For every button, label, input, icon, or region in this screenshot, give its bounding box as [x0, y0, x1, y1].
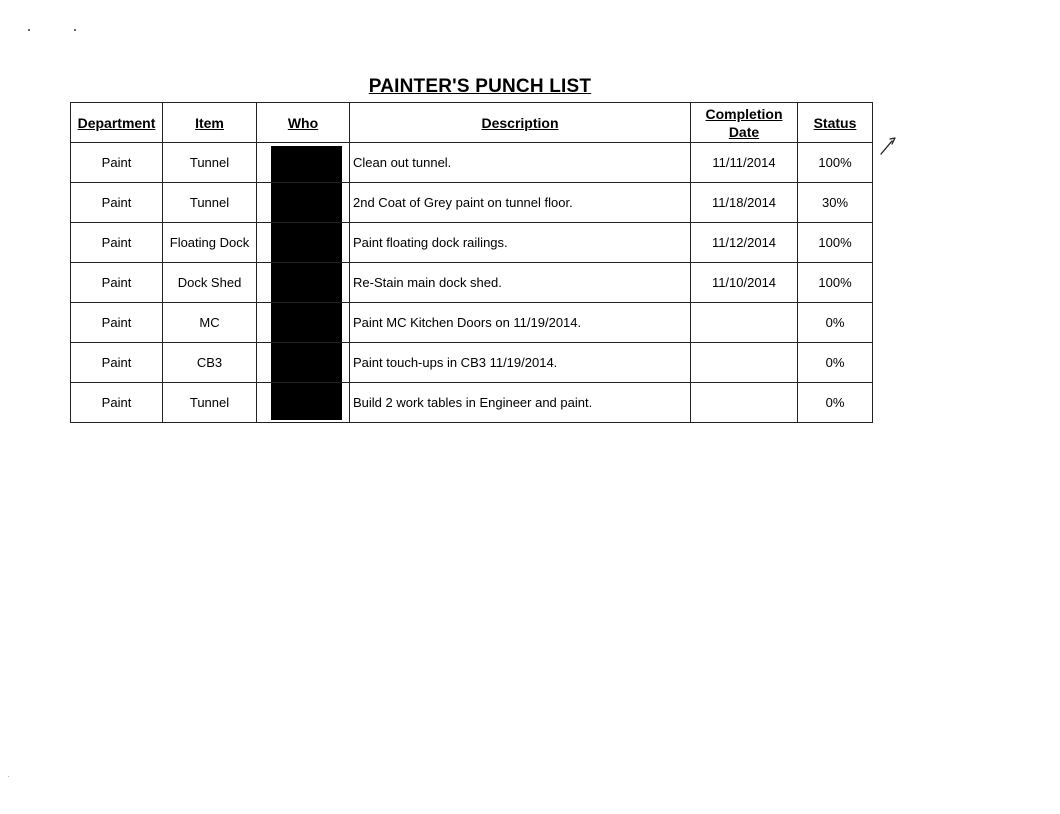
- cell-item: MC: [163, 303, 257, 343]
- page-title: PAINTER'S PUNCH LIST: [368, 76, 592, 97]
- table-row: [71, 343, 873, 383]
- cell-who: [257, 383, 350, 423]
- cell-completion-date: 11/10/2014: [691, 263, 798, 303]
- cell-item: CB3: [163, 343, 257, 383]
- table-row: [71, 223, 873, 263]
- handwritten-check-mark-icon: [880, 132, 896, 156]
- cell-who: [257, 143, 350, 183]
- column-header-who: Who: [257, 103, 350, 143]
- table-row: [71, 143, 873, 183]
- column-header-completion-date-line1: Completion: [705, 105, 783, 122]
- redaction-block: [271, 383, 342, 420]
- column-header-description: Description: [350, 103, 691, 143]
- cell-description: Re-Stain main dock shed.: [350, 263, 691, 303]
- column-header-completion-date: [691, 103, 798, 143]
- cell-who: [257, 303, 350, 343]
- redaction-block: [271, 223, 342, 262]
- cell-who: [257, 183, 350, 223]
- column-header-status: Status: [798, 103, 873, 143]
- cell-item: Tunnel: [163, 143, 257, 183]
- cell-status: 100%: [798, 143, 873, 183]
- cell-completion-date: [691, 343, 798, 383]
- table-row: [71, 183, 873, 223]
- scan-speck: [74, 29, 76, 31]
- cell-item: Floating Dock: [163, 223, 257, 263]
- cell-status: 100%: [798, 223, 873, 263]
- redaction-block: [271, 183, 342, 222]
- scan-speck: [8, 776, 9, 777]
- punch-list-table: [70, 102, 873, 423]
- cell-department: Paint: [71, 143, 163, 183]
- cell-item: Tunnel: [163, 183, 257, 223]
- cell-status: 30%: [798, 183, 873, 223]
- table-row: [71, 383, 873, 423]
- cell-department: Paint: [71, 303, 163, 343]
- cell-who: [257, 343, 350, 383]
- cell-department: Paint: [71, 383, 163, 423]
- cell-description: Paint MC Kitchen Doors on 11/19/2014.: [350, 303, 691, 343]
- cell-department: Paint: [71, 263, 163, 303]
- cell-completion-date: [691, 303, 798, 343]
- cell-who: [257, 263, 350, 303]
- cell-department: Paint: [71, 223, 163, 263]
- table-row: [71, 263, 873, 303]
- cell-completion-date: 11/18/2014: [691, 183, 798, 223]
- cell-status: 100%: [798, 263, 873, 303]
- cell-item: Tunnel: [163, 383, 257, 423]
- cell-description: Build 2 work tables in Engineer and paint.: [350, 383, 691, 423]
- table-header-row: [71, 103, 873, 143]
- cell-item: Dock Shed: [163, 263, 257, 303]
- cell-completion-date: 11/12/2014: [691, 223, 798, 263]
- cell-status: 0%: [798, 303, 873, 343]
- cell-description: 2nd Coat of Grey paint on tunnel floor.: [350, 183, 691, 223]
- redaction-block: [271, 146, 342, 182]
- column-header-completion-date-line2: Date: [728, 123, 760, 140]
- cell-department: Paint: [71, 183, 163, 223]
- cell-description: Clean out tunnel.: [350, 143, 691, 183]
- cell-description: Paint touch-ups in CB3 11/19/2014.: [350, 343, 691, 383]
- cell-description: Paint floating dock railings.: [350, 223, 691, 263]
- redaction-block: [271, 263, 342, 302]
- cell-completion-date: 11/11/2014: [691, 143, 798, 183]
- column-header-department: Department: [71, 103, 163, 143]
- cell-status: 0%: [798, 383, 873, 423]
- table-row: [71, 303, 873, 343]
- cell-completion-date: [691, 383, 798, 423]
- redaction-block: [271, 343, 342, 382]
- cell-who: [257, 223, 350, 263]
- redaction-block: [271, 303, 342, 342]
- column-header-item: Item: [163, 103, 257, 143]
- scan-speck: [28, 29, 30, 31]
- cell-status: 0%: [798, 343, 873, 383]
- cell-department: Paint: [71, 343, 163, 383]
